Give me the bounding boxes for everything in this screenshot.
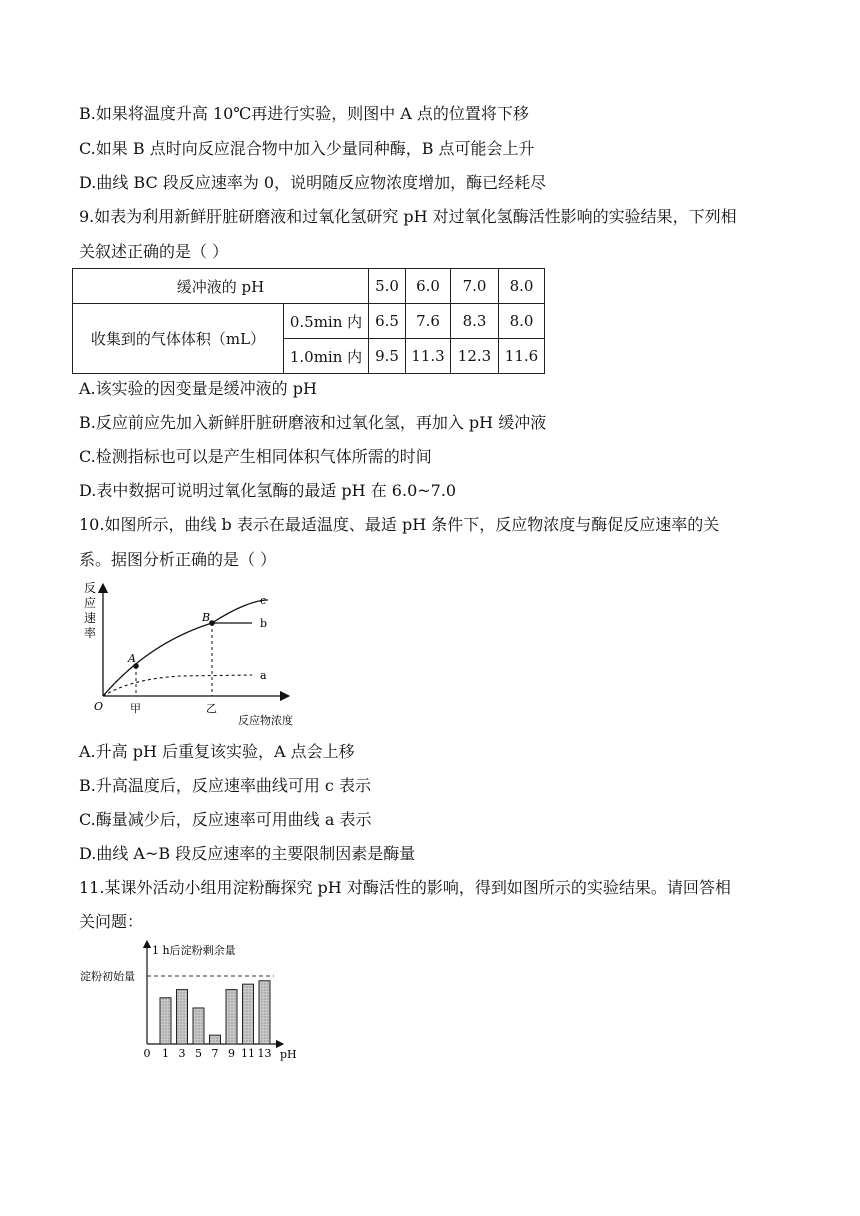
table-time-label: 1.0min 内 [284,339,369,374]
q11-starch-bar-chart [78,938,308,1064]
x-tick-label: 1 [162,1047,169,1060]
q10-stem-line1: 10.如图所示，曲线 b 表示在最适温度、最适 pH 条件下，反应物浓度与酶促反应速率的关 [79,515,720,534]
x-tick-label: 7 [211,1047,219,1060]
bar-ph-13 [259,981,270,1044]
x-tick-label: 3 [178,1047,186,1060]
y-axis-label: 1 h后淀粉剩余量 [152,944,236,957]
q9-data-table [72,268,545,374]
table-cell: 8.3 [451,304,499,339]
table-header-label: 缓冲液的 pH [73,269,369,304]
bar-ph-9 [226,990,237,1044]
x-tick-label: 5 [195,1047,202,1060]
bar-ph-5 [193,1008,204,1044]
table-cell: 9.5 [369,339,406,374]
point-b-label: B [202,611,211,624]
q8-option-d: D.曲线 BC 段反应速率为 0，说明随反应物浓度增加，酶已经耗尽 [79,173,547,192]
q9-option-a: A.该实验的因变量是缓冲液的 pH [79,379,317,398]
q10-option-a: A.升高 pH 后重复该实验，A 点会上移 [79,742,355,761]
curve-a [103,675,252,696]
x-tick-label: 0 [143,1047,151,1060]
q9-option-c: C.检测指标也可以是产生相同体积气体所需的时间 [79,447,432,466]
q8-option-b: B.如果将温度升高 10℃再进行实验，则图中 A 点的位置将下移 [79,104,529,123]
curve-label-b: b [260,617,268,630]
origin-label: O [94,700,104,713]
curve-c [103,600,268,696]
table-cell: 11.3 [406,339,451,374]
table-time-label: 0.5min 内 [284,304,369,339]
x-tick-label: 9 [228,1047,235,1060]
table-ph-value: 5.0 [369,269,406,304]
curve-label-a: a [260,669,267,682]
table-cell: 7.6 [406,304,451,339]
bar-ph-1 [160,998,171,1044]
q9-stem-line1: 9.如表为利用新鲜肝脏研磨液和过氧化氢研究 pH 对过氧化氢酶活性影响的实验结果，下列相 [79,207,737,226]
table-cell: 11.6 [499,339,545,374]
q10-option-c: C.酶量减少后，反应速率可用曲线 a 表示 [79,810,372,829]
curve-label-c: c [260,594,267,607]
bar-ph-11 [243,984,254,1044]
q11-stem-line1: 11.某课外活动小组用淀粉酶探究 pH 对酶活性的影响，得到如图所示的实验结果。请回答相 [79,878,731,897]
x-mark-jia: 甲 [130,702,141,715]
table-cell: 12.3 [451,339,499,374]
q10-stem-line2: 系。据图分析正确的是（ ） [79,550,277,569]
x-axis-label: 反应物浓度 [238,714,293,727]
table-ph-value: 6.0 [406,269,451,304]
table-ph-value: 8.0 [499,269,545,304]
table-ph-value: 7.0 [451,269,499,304]
table-cell: 8.0 [499,304,545,339]
table-cell: 6.5 [369,304,406,339]
y-axis-label-char: 应 [84,596,97,610]
q9-option-d: D.表中数据可说明过氧化氢酶的最适 pH 在 6.0~7.0 [79,481,457,500]
point-a-label: A [128,652,136,665]
q9-stem-line2: 关叙述正确的是（ ） [79,242,229,261]
q11-stem-line2: 关问题： [79,912,144,931]
q10-option-b: B.升高温度后，反应速率曲线可用 c 表示 [79,776,371,795]
reference-line-label: 淀粉初始量 [80,970,135,983]
q8-option-c: C.如果 B 点时向反应混合物中加入少量同种酶，B 点可能会上升 [79,139,535,158]
q10-option-d: D.曲线 A~B 段反应速率的主要限制因素是酶量 [79,844,416,863]
x-tick-label: 13 [257,1047,272,1060]
x-tick-label: 11 [241,1047,255,1060]
y-axis-label-char: 反 [84,581,97,595]
q9-option-b: B.反应前应先加入新鲜肝脏研磨液和过氧化氢，再加入 pH 缓冲液 [79,413,547,432]
y-axis-label-char: 速 [84,611,97,625]
bar-ph-3 [177,990,188,1044]
x-axis-label: pH [280,1048,297,1061]
table-row-group-label: 收集到的气体体积（mL） [73,304,284,374]
q10-reaction-rate-figure [80,578,310,730]
y-axis-label-char: 率 [84,626,97,640]
bar-ph-7 [210,1035,221,1044]
x-mark-yi: 乙 [206,702,217,715]
